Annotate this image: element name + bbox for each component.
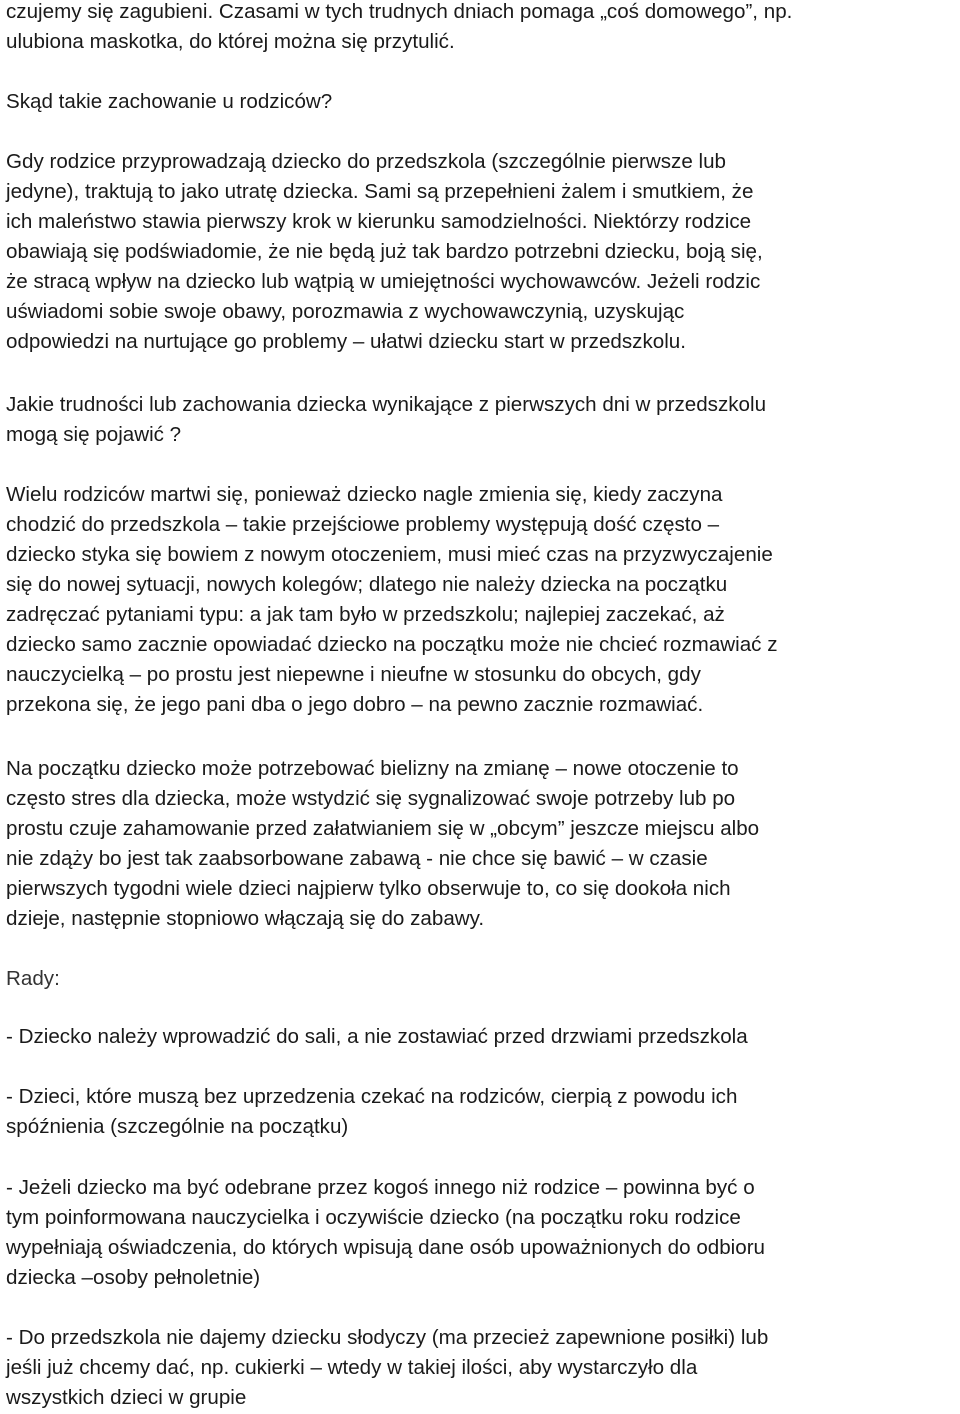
text-line: - Do przedszkola nie dajemy dziecku słodyczy (ma przecież zapewnione posiłki) lub <box>6 1326 769 1349</box>
advice-item <box>6 1022 946 1052</box>
text-line: odpowiedzi na nurtujące go problemy – ułatwi dziecku start w przedszkolu. <box>6 330 686 353</box>
text-line: jeśli już chcemy dać, np. cukierki – wtedy w takiej ilości, aby wystarczyło dla <box>6 1356 698 1379</box>
text-line: się do nowej sytuacji, nowych kolegów; dlatego nie należy dziecka na początku <box>6 573 728 596</box>
text-line: wszystkich dzieci w grupie <box>6 1386 247 1409</box>
text-line: obawiają się podświadomie, że nie będą już tak bardzo potrzebni dziecku, boją się, <box>6 240 763 263</box>
text-line: chodzić do przedszkola – takie przejściowe problemy występują dość często – <box>6 513 720 536</box>
text-line: Na początku dziecko może potrzebować bielizny na zmianę – nowe otoczenie to <box>6 757 739 780</box>
section2-heading <box>6 390 946 450</box>
text-line: czujemy się zagubieni. Czasami w tych trudnych dniach pomaga „coś domowego”, np. <box>6 0 793 23</box>
advice-item <box>6 1173 946 1293</box>
text-line: uświadomi sobie swoje obawy, porozmawia z wychowawczynią, uzyskując <box>6 300 685 323</box>
text-line: przekona się, że jego pani dba o jego dobro – na pewno zacznie rozmawiać. <box>6 693 704 716</box>
text-line: Wielu rodziców martwi się, ponieważ dziecko nagle zmienia się, kiedy zaczyna <box>6 483 723 506</box>
text-line: - Dziecko należy wprowadzić do sali, a nie zostawiać przed drzwiami przedszkola <box>6 1025 748 1048</box>
section2-paragraph-1 <box>6 480 946 720</box>
text-line: dziecka –osoby pełnoletnie) <box>6 1266 261 1289</box>
text-line: pierwszych tygodni wiele dzieci najpierw tylko obserwuje to, co się dookoła nich <box>6 877 731 900</box>
text-line: dzieje, następnie stopniowo włączają się do zabawy. <box>6 907 485 930</box>
text-line: dziecko styka się bowiem z nowym otoczeniem, musi mieć czas na przyzwyczajenie <box>6 543 773 566</box>
text-line: prostu czuje zahamowanie przed załatwianiem się w „obcym” jeszcze miejscu albo <box>6 817 760 840</box>
text-line: tym poinformowana nauczycielka i oczywiście dziecko (na początku roku rodzice <box>6 1206 741 1229</box>
section1-paragraph <box>6 147 946 357</box>
text-line: mogą się pojawić ? <box>6 423 182 446</box>
intro-paragraph <box>6 0 946 57</box>
advice-item <box>6 1323 946 1413</box>
advice-heading: Rady: <box>6 967 60 990</box>
section-heading: Skąd takie zachowanie u rodziców? <box>6 90 333 113</box>
text-line: Jakie trudności lub zachowania dziecka wynikające z pierwszych dni w przedszkolu <box>6 393 767 416</box>
advice-item <box>6 1082 946 1142</box>
text-line: Gdy rodzice przyprowadzają dziecko do przedszkola (szczególnie pierwsze lub <box>6 150 726 173</box>
text-line: - Jeżeli dziecko ma być odebrane przez kogoś innego niż rodzice – powinna być o <box>6 1176 755 1199</box>
text-line: wypełniają oświadczenia, do których wpisują dane osób upoważnionych do odbioru <box>6 1236 766 1259</box>
text-line: ich maleństwo stawia pierwszy krok w kierunku samodzielności. Niektórzy rodzice <box>6 210 752 233</box>
section2-paragraph-2 <box>6 754 946 934</box>
text-line: dziecko samo zacznie opowiadać dziecko na początku może nie chcieć rozmawiać z <box>6 633 778 656</box>
text-line: spóźnienia (szczególnie na początku) <box>6 1115 349 1138</box>
text-line: - Dzieci, które muszą bez uprzedzenia czekać na rodziców, cierpią z powodu ich <box>6 1085 738 1108</box>
text-line: nie zdąży bo jest tak zaabsorbowane zabawą - nie chce się bawić – w czasie <box>6 847 708 870</box>
text-line: jedyne), traktują to jako utratę dziecka. Sami są przepełnieni żalem i smutkiem, że <box>6 180 754 203</box>
text-line: zadręczać pytaniami typu: a jak tam było w przedszkolu; najlepiej zaczekać, aż <box>6 603 725 626</box>
text-line: ulubiona maskotka, do której można się przytulić. <box>6 30 455 53</box>
text-line: często stres dla dziecka, może wstydzić się sygnalizować swoje potrzeby lub po <box>6 787 736 810</box>
text-line: że stracą wpływ na dziecko lub wątpią w umiejętności wychowawców. Jeżeli rodzic <box>6 270 761 293</box>
text-line: nauczycielką – po prostu jest niepewne i nieufne w stosunku do obcych, gdy <box>6 663 701 686</box>
